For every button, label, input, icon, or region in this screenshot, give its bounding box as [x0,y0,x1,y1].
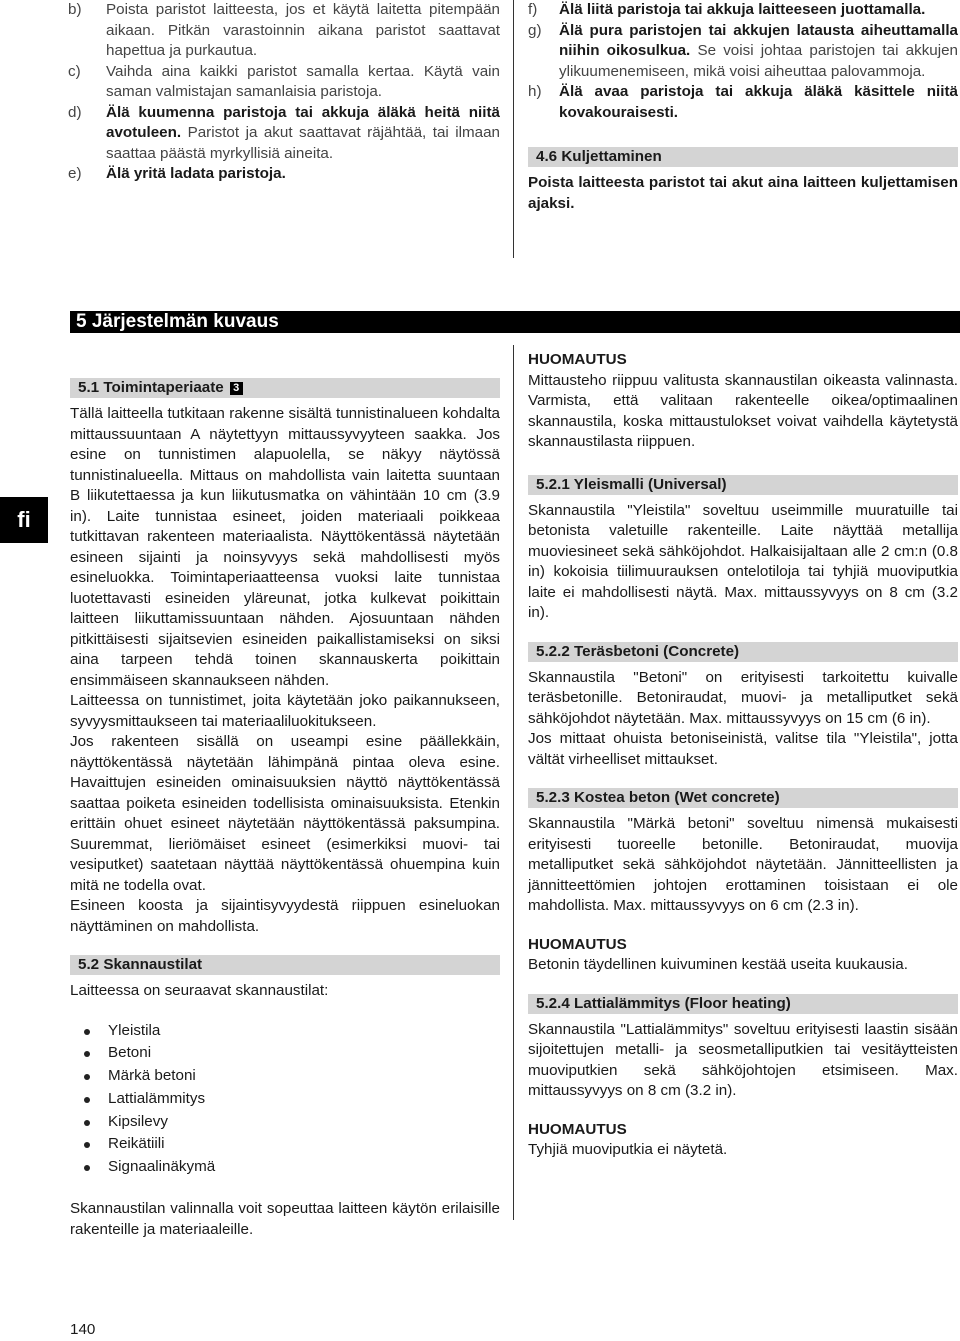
paragraph: Tyhjiä muoviputkia ei näytetä. [528,1141,728,1158]
item-label: e) [68,165,82,182]
item-text: Vaihda aina kaikki paristot samalla kertaa. Käytä vain saman valmistajan samanlaisia paristoja. [106,62,500,100]
list-item: Signaalinäkymä [70,1156,500,1179]
paragraph: Laitteessa on tunnistimet, joita käytetään joko paikannukseen, syvyysmittaukseen tai materiaaliluokitukseen. [70,692,500,730]
paragraph: Laitteessa on seuraavat skannaustilat: [70,982,329,999]
note-heading: HUOMAUTUS [528,1120,627,1138]
list-item [528,0,958,21]
list-item: Märkä betoni [70,1065,500,1088]
column-divider [513,0,514,258]
list-item [68,164,500,185]
list-item: Lattialämmitys [70,1088,500,1111]
item-bold-text: Älä kuumenna paristoja tai akkuja äläkä heitä niitä avotuleen. [106,103,500,141]
section-heading-5-2-4: 5.2.4 Lattialämmitys (Floor heating) [528,994,958,1014]
paragraph: Mittausteho riippuu valitusta skannaustilan oikeasta valinnasta. Varmista, että valitaan rakenteelle oikea/optimaalinen skannaustila, koska mittaustulokset voivat vaihdella käytetystä skannaustilasta riippuen. [528,371,958,450]
column-divider [513,345,514,1220]
scan-mode-list [70,1020,500,1180]
paragraph: Betonin täydellinen kuivuminen kestää useita kuukausia. [528,956,908,973]
item-bold-text: Älä pura paristojen tai akkujen latausta aiheuttamalla niihin oikosulkua. [559,21,958,59]
item-label: g) [528,21,542,39]
list-item [528,82,958,123]
item-label: f) [528,1,538,18]
section-heading-5-2-1: 5.2.1 Yleismalli (Universal) [528,475,958,495]
paragraph: Jos mittaat ohuista betoniseinistä, valitse tila "Yleistila", jotta vältät virheelliset mittaukset. [528,730,958,768]
paragraph: Skannaustila "Betoni" on erityisesti tarkoitettu kuivalle teräsbetonille. Betoniraudat, muovi- ja metalliputket sekä sähköjohdot näytetään. Max. mittaussyvyys on 15 cm (6 in). [528,668,958,727]
paragraph: Jos rakenteen sisällä on useampi esine päällekkäin, näyttökentässä näytetään lähimpänä pintaa oleva esine. Havaittujen esineiden ominaisuuksien näyttö näyttökentässä saattaa poiketa esineiden todellisista ominaisuuksista. Etenkin erittäin ohuet esineet näytetään näyttökentässä paksumpina. Suuremmat, lieriömäiset esineet (esimerkiksi muovi- tai vesiputket) saatetaan näyttää näyttökentässä ohuempina kuin mitä ne todella ovat. [70,733,500,894]
paragraph: Skannaustila "Lattialämmitys" soveltuu erityisesti laastin sisään sijoitettujen metalli- ja seosmetalliputkien tai vesitäytteisten muoviputkien sekä sähköjohtojen etsimiseen. Max. mittaussyvyys on 8 cm (3.2 in). [528,1020,958,1099]
top-right-column [528,0,958,214]
paragraph: Skannaustilan valinnalla voit sopeuttaa laitteen käytön erilaisille rakenteille ja materiaaleille. [70,1200,500,1238]
note-heading: HUOMAUTUS [528,935,627,953]
transport-text: Poista laitteesta paristot tai akut aina laitteen kuljettamisen ajaksi. [528,174,958,212]
section-heading-5-2-2: 5.2.2 Teräsbetoni (Concrete) [528,642,958,662]
item-bold-text: Älä yritä ladata paristoja. [106,165,286,182]
right-column [528,350,958,1161]
left-column [70,378,500,1240]
item-bold-text: Älä liitä paristoja tai akkuja laitteeseen juottamalla. [559,1,926,18]
item-bold-text: Älä avaa paristoja tai akkuja äläkä käsittele niitä kovakouraisesti. [559,83,958,121]
list-item: Betoni [70,1042,500,1065]
list-item: Yleistila [70,1020,500,1043]
item-text: Poista paristot laitteesta, jos et käytä laitetta pitempään aikaan. Pitkän varastoinnin aikana paristot saattavat hapettua ja purkautua. [106,1,500,59]
list-item [68,0,500,62]
paragraph: Esineen koosta ja sijaintisyvyydestä riippuen esineluokan näyttäminen on mahdollista. [70,897,500,935]
list-item: Reikätiili [70,1133,500,1156]
note-heading: HUOMAUTUS [528,351,627,368]
list-item [528,21,958,83]
paragraph: Skannaustila "Märkä betoni" soveltuu nimensä mukaisesti erityisesti tuoreelle betonille. Betoniraudat, muovija metalliputket sekä sähköjohdot näytetään. Jännitteellisten ja jännitteettömien johtojen erottaminen toisistaan ei ole mahdollista. Max. mittaussyvyys on 6 cm (2.3 in). [528,815,958,914]
chapter-title: 5 Järjestelmän kuvaus [70,311,960,333]
item-label: h) [528,83,542,100]
page-number: 140 [70,1321,96,1338]
paragraph: Skannaustila "Yleistila" soveltuu useimmille muuratuille tai betonista valetuille rakenteille. Laite näyttää metallija muoviesineet sekä sähköjohdot. Halkaisijaltaan alle 2 cm:n (0.8 in) kokoisia tiilimuurauksen ontelotiloja tai tyhjiä muoviputkia laite ei mahdollisesti näytä. Max. mittaussyvyys on 8 cm (3.2 in). [528,501,958,621]
list-item [68,62,500,103]
list-item [68,103,500,165]
item-label: b) [68,1,82,18]
section-heading-5-1 [70,378,500,398]
section-heading-4-6: 4.6 Kuljettaminen [528,147,958,167]
language-tab: fi [0,497,48,543]
top-left-column [68,0,500,185]
item-text: Se voisi johtaa paristojen tai akkujen ylikuumenemiseen, mikä voisi aiheuttaa palovammoja. [559,42,958,80]
figure-ref-badge: 3 [230,382,243,395]
item-label: c) [68,62,81,80]
item-label: d) [68,103,82,121]
section-heading-5-2: 5.2 Skannaustilat [70,955,500,975]
paragraph: Tällä laitteella tutkitaan rakenne sisältä tunnistinalueen kohdalta mittaussuuntaan A näytettyyn mittaussyvyyteen saakka. Jos esine on tunnistimen alapuolella, se näkyy näytössä tunnistinalueella. Mittaus on mahdollista vain laitetta suuntaan B liikutettaessa ja kun liikutusmatka on vähintään 10 cm (3.9 in). Laite tunnistaa esineet, joiden materiaali poikkeaa tutkittavan rakenteen materiaalista. Näyttökentässä näytetään esineen sijainti ja noinsyvyys sekä mahdollisesti myös esineluokka. Toimintaperiaatteensa vuoksi laite tunnistaa luotettavasti esineiden yläreunat, jotka kulkevat poikittain laitteen liikuttamissuuntaan nähden. Ajosuuntaan nähden pitkittäisesti sijaitsevien esineiden paikallistamiseksi on siksi aina tarpeen tehdä toinen skannauskerta poikittain ensimmäiseen skannaukseen nähden. [70,405,500,689]
section-heading-5-2-3: 5.2.3 Kostea beton (Wet concrete) [528,788,958,808]
list-item: Kipsilevy [70,1111,500,1134]
item-text: Paristot ja akut saattavat räjähtää, tai ilmaan saattaa päästä myrkyllisiä aineita. [106,124,500,162]
section-title: 5.1 Toimintaperiaate [78,379,224,396]
